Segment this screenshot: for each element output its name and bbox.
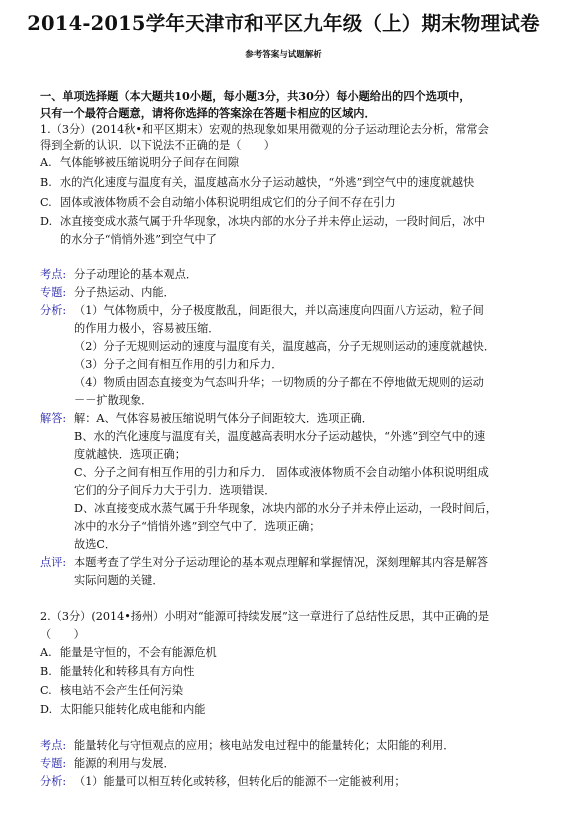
option-key: D. — [40, 215, 53, 228]
q1-fenxi-line: （3）分子之间有相互作用的引力和斥力． — [74, 358, 283, 371]
fenxi-label: 分析: — [40, 304, 67, 317]
zhuanti-text: 能源的利用与发展． — [74, 757, 175, 770]
option-text: 能量转化和转移具有方向性 — [60, 665, 195, 678]
q1-jieda-line: D、冰直接变成水蒸气属于升华现象，冰块内部的水分子并未停止运动，一段时间后， — [74, 502, 497, 515]
option-key: C. — [40, 684, 52, 697]
q1-jieda-line: 它们的分子间斥力大于引力．选项错误． — [74, 484, 276, 497]
q2-option-a — [40, 646, 217, 660]
option-text: 固体或液体物质不会自动缩小体积说明组成它们的分子间不存在引力 — [60, 196, 396, 209]
option-key: C. — [40, 196, 52, 209]
q1-jieda-line: 度就越快．选项正确； — [74, 448, 186, 461]
page-title: 2014-2015学年天津市和平区九年级（上）期末物理试卷 — [27, 12, 540, 35]
q1-jieda-line: 故选C． — [74, 538, 117, 551]
q2-option-c — [40, 684, 184, 698]
q1-dianping — [40, 556, 488, 570]
q2-stem-line2: （ ） — [40, 628, 85, 641]
page-subtitle: 参考答案与试题解析 — [245, 50, 322, 60]
option-text: 冰直接变成水蒸气属于升华现象，冰块内部的水分子并未停止运动，一段时间后，冰中 — [60, 215, 486, 228]
dianping-text: 本题考查了学生对分子运动理论的基本观点理解和掌握情况，深刻理解其内容是解答 — [74, 556, 488, 569]
q1-kaodian — [40, 268, 198, 282]
kaodian-text: 分子动理论的基本观点． — [74, 268, 198, 281]
q1-fenxi-line: 的作用力极小，容易被压缩． — [74, 322, 220, 335]
q1-option-d — [40, 215, 486, 229]
q1-fenxi-line: －－扩散现象． — [74, 394, 153, 407]
q1-stem-line1: 1.（3分）(2014秋•和平区期末）宏观的热现象如果用微观的分子运动理论去分析，常常会 — [40, 123, 489, 136]
q2-option-d — [40, 703, 206, 717]
option-text: 水的汽化速度与温度有关，温度越高水分子运动越快，“外逃”到空气中的速度就越快 — [60, 176, 475, 189]
section-heading-line1: 一、单项选择题（本大题共10小题，每小题3分，共30分）每小题给出的四个选项中， — [40, 89, 471, 103]
option-key: D. — [40, 703, 53, 716]
option-key: B. — [40, 176, 52, 189]
q2-stem-line1: 2.（3分）(2014•扬州）小明对“能源可持续发展”这一章进行了总结性反思，其中正确的是 — [40, 610, 490, 623]
q1-stem-line2: 得到全新的认识．以下说法不正确的是（ ） — [40, 139, 275, 152]
q2-fenxi — [40, 775, 406, 789]
zhuanti-text: 分子热运动、内能． — [74, 286, 175, 299]
q1-jieda — [40, 412, 373, 426]
jieda-label: 解答: — [40, 412, 67, 425]
option-text: 太阳能只能转化成电能和内能 — [60, 703, 206, 716]
option-text: 能量是守恒的，不会有能源危机 — [60, 646, 217, 659]
q1-fenxi — [40, 304, 484, 318]
section-heading-line2: 只有一个最符合题意，请将你选择的答案涂在答题卡相应的区域内． — [40, 106, 376, 120]
kaodian-label: 考点: — [40, 268, 67, 281]
q1-dianping-line: 实际问题的关键． — [74, 574, 164, 587]
q1-option-b — [40, 176, 475, 190]
option-text: 核电站不会产生任何污染 — [60, 684, 184, 697]
kaodian-label: 考点: — [40, 739, 67, 752]
option-key: A. — [40, 156, 52, 169]
q2-zhuanti — [40, 757, 175, 771]
zhuanti-label: 专题: — [40, 757, 67, 770]
fenxi-text: （1）气体物质中，分子极度散乱，间距很大，并以高速度向四面八方运动，粒子间 — [74, 304, 484, 317]
fenxi-text: （1）能量可以相互转化或转移，但转化后的能源不一定能被利用； — [74, 775, 406, 788]
dianping-label: 点评: — [40, 556, 67, 569]
zhuanti-label: 专题: — [40, 286, 67, 299]
q1-option-a — [40, 156, 240, 170]
q2-kaodian — [40, 739, 455, 753]
q1-jieda-line: C、分子之间有相互作用的引力和斥力． 固体或液体物质不会自动缩小体积说明组成 — [74, 466, 489, 479]
q1-zhuanti — [40, 286, 175, 300]
q2-option-b — [40, 665, 195, 679]
q1-jieda-line: 冰中的水分子“悄悄外逃”到空气中了．选项正确； — [74, 520, 321, 533]
q1-option-d-line2: 的水分子“悄悄外逃”到空气中了 — [60, 233, 217, 246]
option-text: 气体能够被压缩说明分子间存在间隙 — [60, 156, 240, 169]
option-key: B. — [40, 665, 52, 678]
kaodian-text: 能量转化与守恒观点的应用；核电站发电过程中的能量转化；太阳能的利用． — [74, 739, 455, 752]
option-key: A. — [40, 646, 52, 659]
q1-fenxi-line: （4）物质由固态直接变为气态叫升华；一切物质的分子都在不停地做无规则的运动 — [74, 376, 484, 389]
jieda-text: 解：A、气体容易被压缩说明气体分子间距较大．选项正确． — [74, 412, 373, 425]
q1-option-c — [40, 196, 396, 210]
fenxi-label: 分析: — [40, 775, 67, 788]
q1-jieda-line: B、水的汽化速度与温度有关，温度越高表明水分子运动越快，“外逃”到空气中的速 — [74, 430, 486, 443]
q1-fenxi-line: （2）分子无规则运动的速度与温度有关，温度越高，分子无规则运动的速度就越快． — [74, 340, 496, 353]
